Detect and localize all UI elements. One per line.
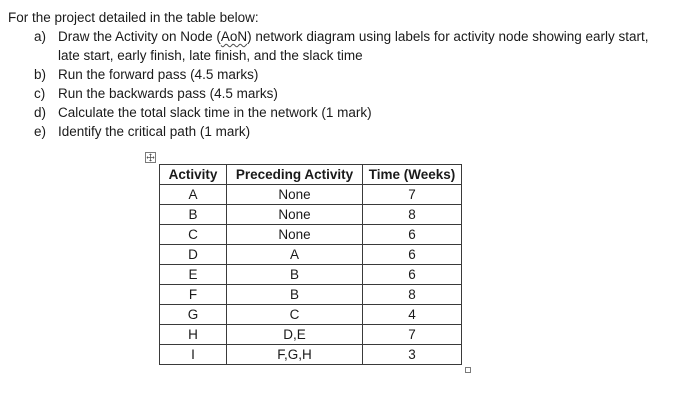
cell-time: 6 xyxy=(363,225,462,245)
table-move-icon[interactable] xyxy=(145,152,156,163)
cell-activity: H xyxy=(160,325,227,345)
table-header-row xyxy=(160,165,462,185)
cell-preceding: B xyxy=(227,265,363,285)
cell-time: 7 xyxy=(363,325,462,345)
cell-preceding: C xyxy=(227,305,363,325)
cell-activity: C xyxy=(160,225,227,245)
activity-table xyxy=(159,164,462,365)
cell-time: 8 xyxy=(363,205,462,225)
cell-activity: D xyxy=(160,245,227,265)
task-item xyxy=(34,103,674,122)
cell-time: 6 xyxy=(363,245,462,265)
table-row xyxy=(160,205,462,225)
table-row xyxy=(160,265,462,285)
task-item xyxy=(34,27,674,65)
cell-activity: E xyxy=(160,265,227,285)
task-letter: c) xyxy=(34,86,46,101)
task-letter: e) xyxy=(34,124,47,139)
task-text-part: ) network diagram using labels for activity node showing early start, late start, early finish, late finish, and the slack time xyxy=(58,29,649,63)
cell-time: 3 xyxy=(363,345,462,365)
task-text-part: Draw the Activity on Node ( xyxy=(58,29,221,44)
cell-time: 8 xyxy=(363,285,462,305)
cell-activity: G xyxy=(160,305,227,325)
task-text xyxy=(58,27,674,65)
cell-time: 6 xyxy=(363,265,462,285)
task-item xyxy=(34,84,674,103)
cell-time: 7 xyxy=(363,185,462,205)
task-list xyxy=(34,27,674,141)
cell-activity: B xyxy=(160,205,227,225)
header-time: Time (Weeks) xyxy=(363,165,462,185)
table-row xyxy=(160,325,462,345)
cell-preceding: F,G,H xyxy=(227,345,363,365)
task-letter: b) xyxy=(34,67,47,82)
table-row xyxy=(160,245,462,265)
cell-activity: A xyxy=(160,185,227,205)
aon-term: AoN xyxy=(220,29,248,44)
cell-preceding: None xyxy=(227,185,363,205)
move-arrows-icon xyxy=(146,153,155,162)
header-activity: Activity xyxy=(160,165,227,185)
task-item xyxy=(34,65,674,84)
cell-activity: F xyxy=(160,285,227,305)
table-row xyxy=(160,285,462,305)
table-row xyxy=(160,185,462,205)
task-text: Calculate the total slack time in the network (1 mark) xyxy=(58,105,372,120)
cell-preceding: B xyxy=(227,285,363,305)
intro-text: For the project detailed in the table below: xyxy=(8,10,259,25)
cell-preceding: A xyxy=(227,245,363,265)
cell-preceding: None xyxy=(227,225,363,245)
cell-preceding: D,E xyxy=(227,325,363,345)
table-row xyxy=(160,305,462,325)
cell-activity: I xyxy=(160,345,227,365)
task-text: Run the forward pass (4.5 marks) xyxy=(58,67,259,82)
header-preceding: Preceding Activity xyxy=(227,165,363,185)
task-item xyxy=(34,122,674,141)
table-row xyxy=(160,225,462,245)
cell-preceding: None xyxy=(227,205,363,225)
cell-time: 4 xyxy=(363,305,462,325)
task-text: Run the backwards pass (4.5 marks) xyxy=(58,86,278,101)
table-resize-icon[interactable] xyxy=(465,367,471,373)
task-letter: d) xyxy=(34,105,47,120)
task-letter: a) xyxy=(34,29,47,44)
table-row xyxy=(160,345,462,365)
task-text: Identify the critical path (1 mark) xyxy=(58,124,251,139)
